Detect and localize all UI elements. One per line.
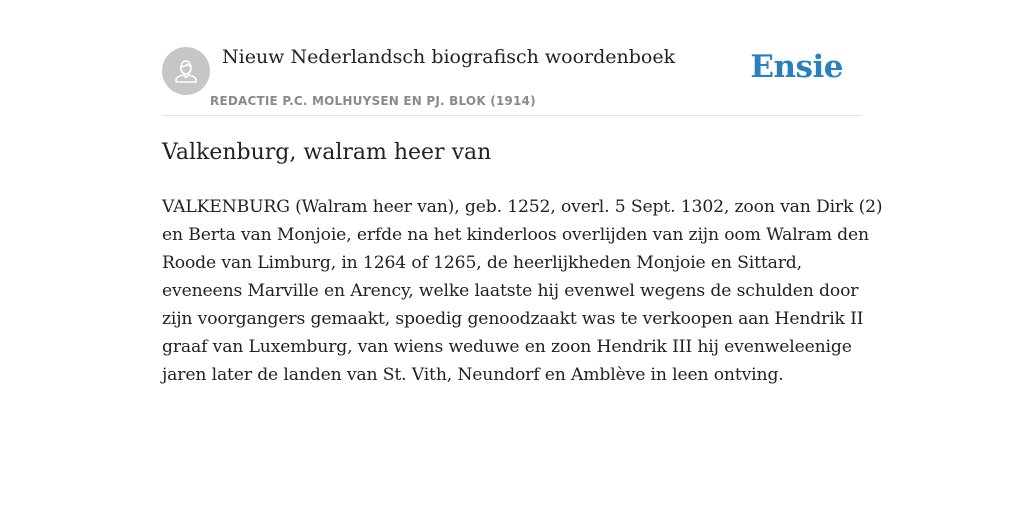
book-header bbox=[162, 44, 862, 116]
ensie-logo[interactable]: Ensie bbox=[750, 49, 843, 85]
book-editors: REDACTIE P.C. MOLHUYSEN EN PJ. BLOK (1914) bbox=[210, 94, 536, 108]
book-title[interactable]: Nieuw Nederlandsch biografisch woordenboek bbox=[222, 46, 676, 68]
entry-body-line: eveneens Marville en Arency, welke laatste hij evenwel wegens de schulden door bbox=[162, 281, 859, 301]
entry-title: Valkenburg, walram heer van bbox=[162, 140, 492, 165]
entry-body-line: graaf van Luxemburg, van wiens weduwe en zoon Hendrik III hij evenweleenige bbox=[162, 337, 852, 357]
avatar[interactable] bbox=[162, 47, 210, 95]
entry-body-line: Roode van Limburg, in 1264 of 1265, de heerlijkheden Monjoie en Sittard, bbox=[162, 253, 802, 273]
entry-body-line: VALKENBURG (Walram heer van), geb. 1252, overl. 5 Sept. 1302, zoon van Dirk (2) bbox=[162, 197, 883, 217]
entry-body bbox=[162, 193, 883, 389]
entry-body-line: en Berta van Monjoie, erfde na het kinderloos overlijden van zijn oom Walram den bbox=[162, 225, 869, 245]
entry-body-line: zijn voorgangers gemaakt, spoedig genoodzaakt was te verkoopen aan Hendrik II bbox=[162, 309, 864, 329]
entry-body-line: jaren later de landen van St. Vith, Neundorf en Amblève in leen ontving. bbox=[162, 365, 784, 385]
user-silhouette-icon bbox=[172, 57, 200, 85]
